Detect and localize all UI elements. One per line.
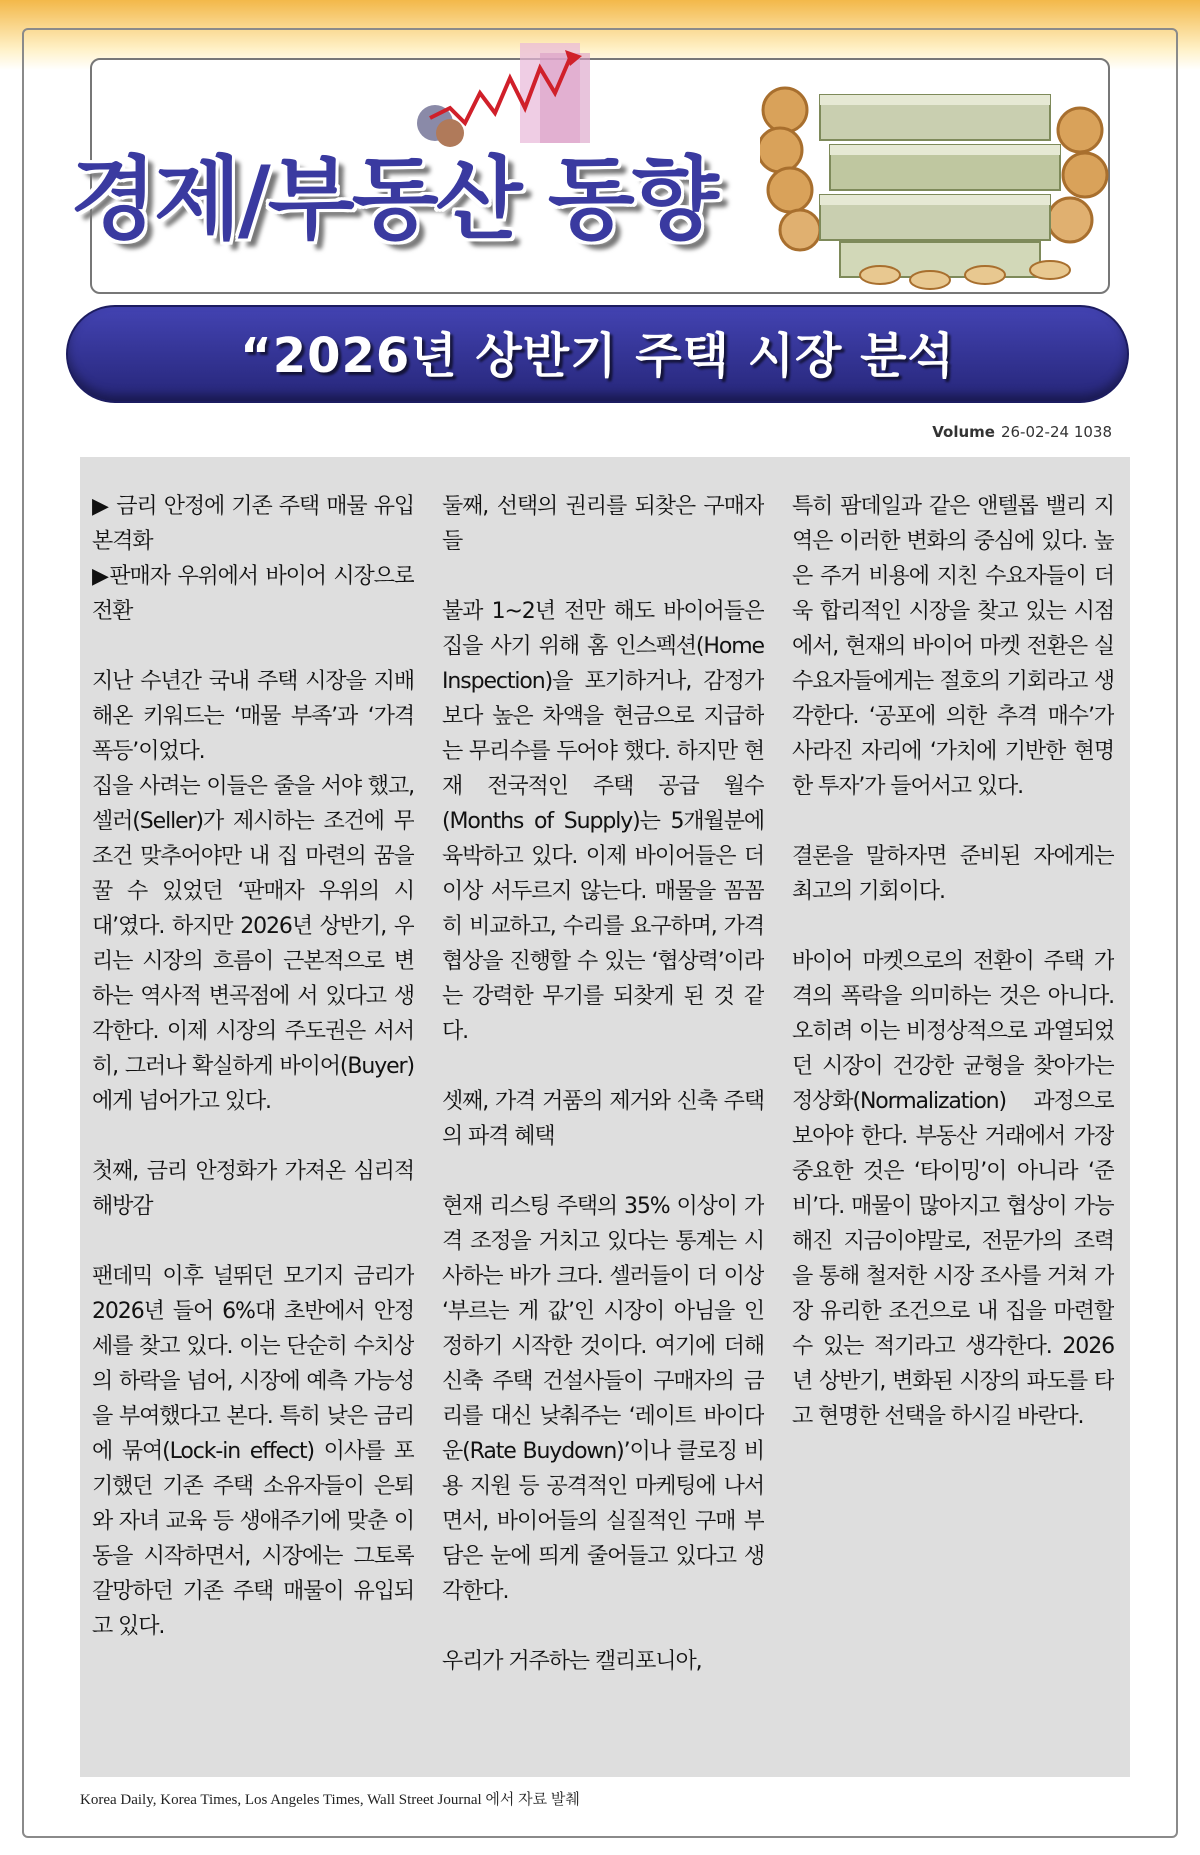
source-credit: Korea Daily, Korea Times, Los Angeles Times, Wall Street Journal 에서 자료 발췌: [80, 1792, 580, 1808]
bullet-headline-2: ▶판매자 우위에서 바이어 시장으로 전환: [92, 564, 414, 624]
article-paragraph: 지난 수년간 국내 주택 시장을 지배해온 키워드는 ‘매물 부족’과 ‘가격 폭등’이었다.: [92, 669, 414, 764]
rising-chart-icon: [410, 38, 610, 148]
money-stacks-icon: [760, 70, 1110, 290]
article-paragraph: 바이어 마켓으로의 전환이 주택 가격의 폭락을 의미하는 것은 아니다. 오히려 이는 비정상적으로 과열되었던 시장이 건강한 균형을 찾아가는 정상화(Normalization) 과정으로 보아야 한다. 부동산 거래에서 가장 중요한 것은 ‘타이밍’이 아니라 ‘준비’다. 매물이 많아지고 협상이 가능해진 지금이야말로, 전문가의 조력을 통해 철저한 시장 조사를 거쳐 가장 유리한 조건으로 내 집을 마련할 수 있는 적기라고 생각한다. 2026년 상반기, 변화된 시장의 파도를 타고 현명한 선택을 하시길 바란다.: [792, 949, 1114, 1429]
volume-label: Volume: [932, 423, 995, 441]
article-column-1: [92, 489, 414, 1764]
article-paragraph: 특히 팜데일과 같은 앤텔롭 밸리 지역은 이러한 변화의 중심에 있다. 높은 주거 비용에 지친 수요자들이 더욱 합리적인 시장을 찾고 있는 시점에서, 현재의 바이어 마켓 전환은 실수요자들에게는 절호의 기회라고 생각한다. ‘공포에 의한 추격 매수’가 사라진 자리에 ‘가치에 기반한 현명한 투자’가 들어서고 있다.: [792, 494, 1114, 799]
subtitle-banner: [66, 305, 1129, 403]
article-paragraph: 현재 리스팅 주택의 35% 이상이 가격 조정을 거치고 있다는 통계는 시사하는 바가 크다. 셀러들이 더 이상 ‘부르는 게 값’인 시장이 아님을 인정하기 시작한 것이다. 여기에 더해 신축 주택 건설사들이 구매자의 금리를 대신 낮춰주는 ‘레이트 바이다운(Rate Buydown)’이나 클로징 비용 지원 등 공격적인 마케팅에 나서면서, 바이어들의 실질적인 구매 부담은 눈에 띄게 줄어들고 있다고 생각한다.: [442, 1194, 764, 1604]
bullet-headline-1: ▶ 금리 안정에 기존 주택 매물 유입 본격화: [92, 494, 414, 554]
article-paragraph: 우리가 거주하는 캘리포니아,: [442, 1649, 702, 1674]
article-column-2: [442, 489, 764, 1764]
article-paragraph: 불과 1~2년 전만 해도 바이어들은 집을 사기 위해 홈 인스펙션(Home Inspection)을 포기하거나, 감정가보다 높은 차액을 현금으로 지급하는 무리수를 두어야 했다. 하지만 현재 전국적인 주택 공급 월수(Months of Supply)는 5개월분에 육박하고 있다. 이제 바이어들은 더 이상 서두르지 않는다. 매물을 꼼꼼히 비교하고, 수리를 요구하며, 가격 협상을 진행할 수 있는 ‘협상력’이라는 강력한 무기를 되찾게 된 것 같다.: [442, 599, 764, 1044]
article-column-3: [792, 489, 1114, 1764]
section-heading: 결론을 말하자면 준비된 자에게는 최고의 기회이다.: [792, 844, 1114, 904]
section-heading: 셋째, 가격 거품의 제거와 신축 주택의 파격 혜택: [442, 1089, 764, 1149]
volume-value: 26-02-24 1038: [1000, 423, 1112, 441]
section-heading: 둘째, 선택의 권리를 되찾은 구매자들: [442, 494, 764, 554]
volume-line: [932, 423, 1112, 441]
section-heading: 첫째, 금리 안정화가 가져온 심리적 해방감: [92, 1159, 414, 1219]
article-paragraph: 집을 사려는 이들은 줄을 서야 했고, 셀러(Seller)가 제시하는 조건에 무조건 맞추어야만 내 집 마련의 꿈을 꿀 수 있었던 ‘판매자 우위의 시대’였다. 하지만 2026년 상반기, 우리는 시장의 흐름이 근본적으로 변하는 역사적 변곡점에 서 있다고 생각한다. 이제 시장의 주도권은 서서히, 그러나 확실하게 바이어(Buyer)에게 넘어가고 있다.: [92, 774, 414, 1114]
page-title: 경제/부동산 동향: [70, 147, 716, 252]
article-panel: [80, 457, 1130, 1777]
article-paragraph: 팬데믹 이후 널뛰던 모기지 금리가 2026년 들어 6%대 초반에서 안정세를 찾고 있다. 이는 단순히 수치상의 하락을 넘어, 시장에 예측 가능성을 부여했다고 본다. 특히 낮은 금리에 묶여(Lock-in effect) 이사를 포기했던 기존 주택 소유자들이 은퇴와 자녀 교육 등 생애주기에 맞춘 이동을 시작하면서, 시장에는 그토록 갈망하던 기존 주택 매물이 유입되고 있다.: [92, 1264, 414, 1639]
subtitle-text: “2026년 상반기 주택 시장 분석: [240, 328, 955, 384]
